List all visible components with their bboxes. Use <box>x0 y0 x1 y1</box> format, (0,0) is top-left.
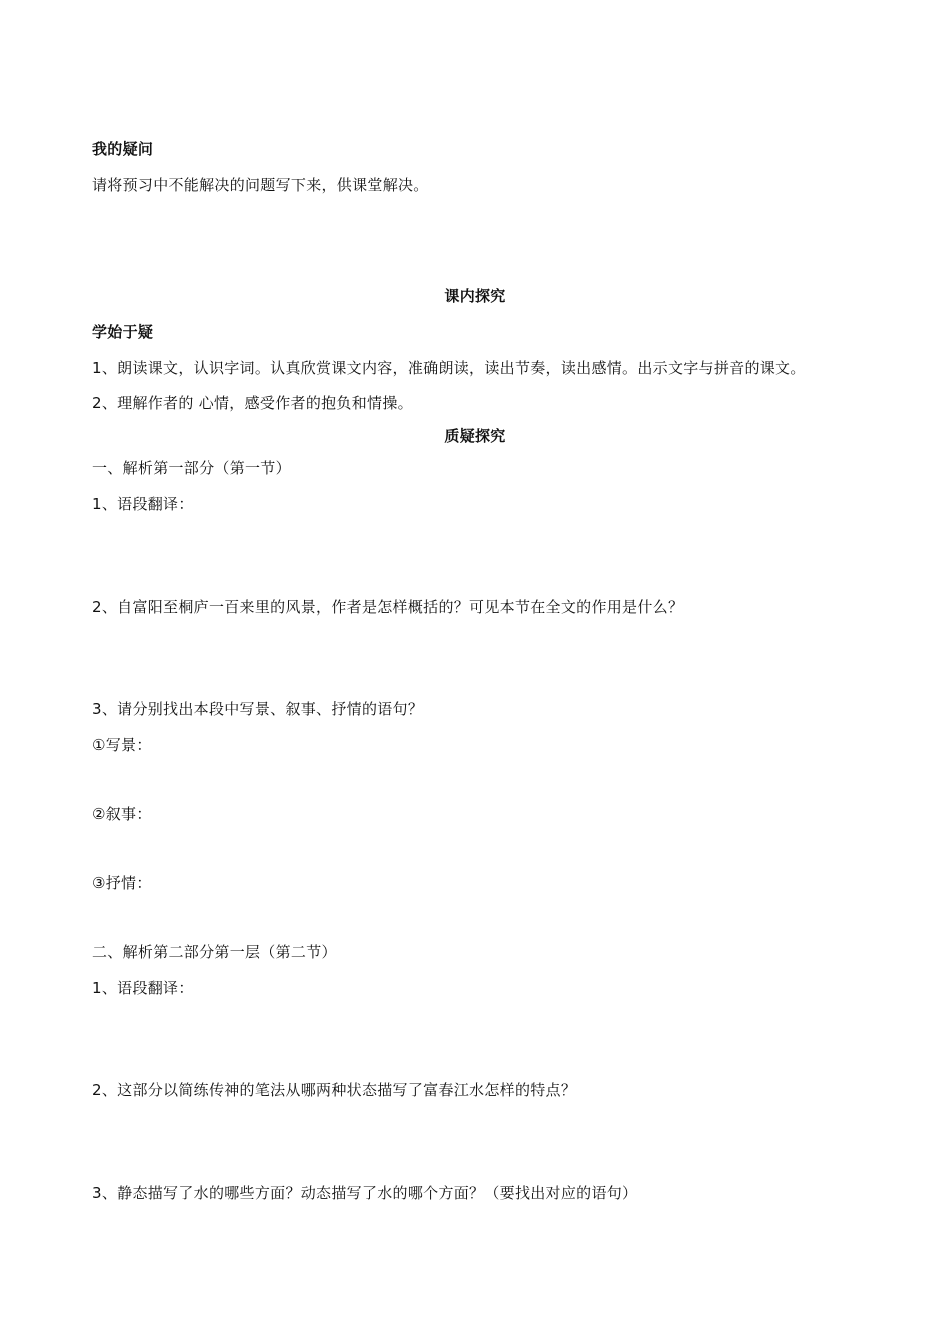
learn-heading: 学始于疑 <box>92 323 154 341</box>
part1-sub-narration: ②叙事： <box>92 805 152 823</box>
part2-question-1: 1、语段翻译： <box>92 979 194 997</box>
learn-item-1: 1、朗读课文，认识字词。认真欣赏课文内容，准确朗读，读出节奏，读出感情。出示文字与拼音的课文。 <box>92 359 806 377</box>
part1-question-1: 1、语段翻译： <box>92 495 194 513</box>
part1-question-3: 3、请分别找出本段中写景、叙事、抒情的语句？ <box>92 700 424 718</box>
part1-heading: 一、解析第一部分（第一节） <box>92 459 291 477</box>
part2-question-2: 2、这部分以简练传神的笔法从哪两种状态描写了富春江水怎样的特点？ <box>92 1081 577 1099</box>
my-questions-heading: 我的疑问 <box>92 140 154 158</box>
part1-sub-emotion: ③抒情： <box>92 874 152 892</box>
part1-sub-scenery: ①写景： <box>92 736 152 754</box>
explore-title: 质疑探究 <box>444 427 506 445</box>
part2-question-3: 3、静态描写了水的哪些方面？动态描写了水的哪个方面？（要找出对应的语句） <box>92 1184 638 1202</box>
part2-heading: 二、解析第二部分第一层（第二节） <box>92 943 337 961</box>
my-questions-instruction: 请将预习中不能解决的问题写下来，供课堂解决。 <box>92 176 429 194</box>
learn-item-2: 2、理解作者的 心情，感受作者的抱负和情操。 <box>92 394 413 412</box>
part1-question-2: 2、自富阳至桐庐一百来里的风景，作者是怎样概括的？可见本节在全文的作用是什么？ <box>92 598 684 616</box>
inquiry-title: 课内探究 <box>444 287 506 305</box>
